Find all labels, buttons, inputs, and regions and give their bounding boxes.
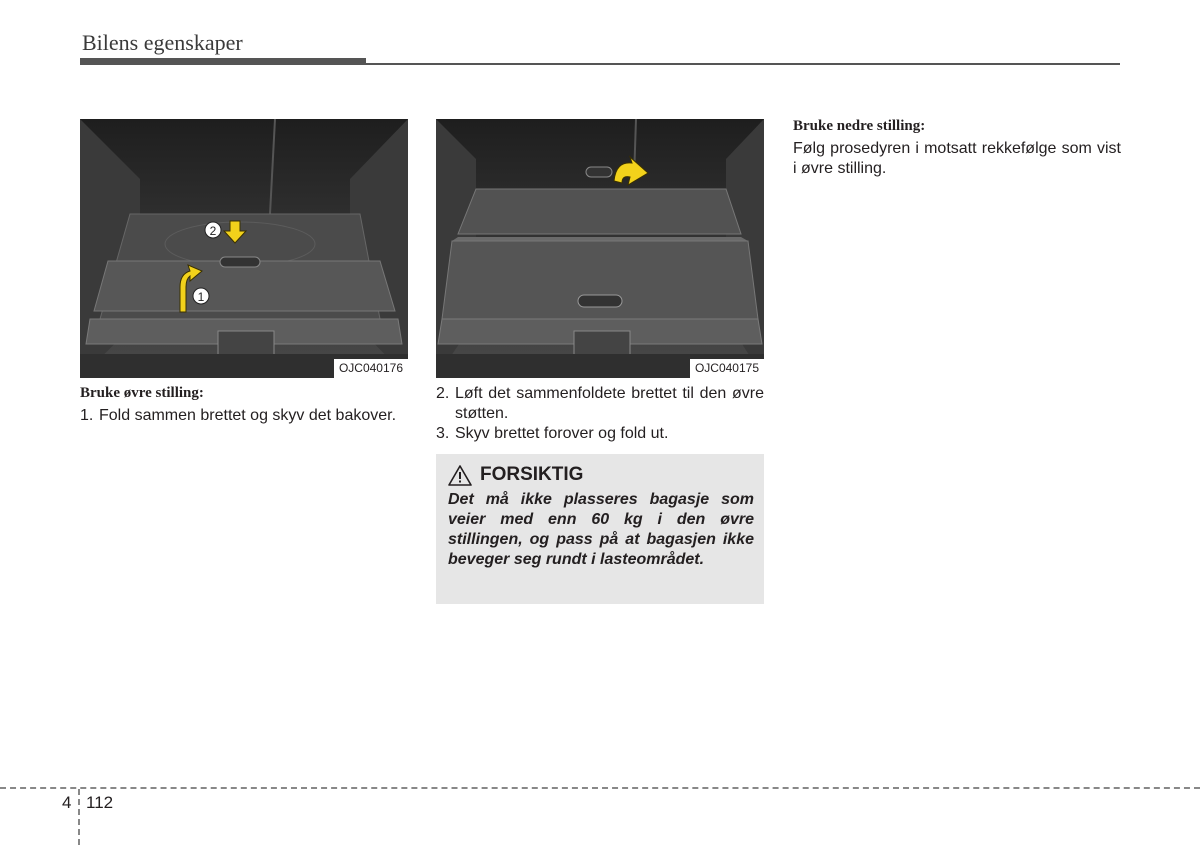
- cargo-area-illustration-1: [80, 119, 408, 378]
- column-3-text: [793, 118, 1121, 179]
- step-2: [436, 384, 764, 424]
- header-rule-thick: [80, 58, 366, 65]
- cargo-area-illustration-2: [436, 119, 764, 378]
- marker-2-label: 2: [209, 224, 217, 238]
- step-number: 1.: [80, 407, 94, 424]
- figure-cargo-board-fold: [80, 119, 408, 378]
- step-number: 3.: [436, 425, 450, 442]
- caution-box: [436, 454, 764, 604]
- caution-header: [448, 464, 754, 486]
- figure-cargo-board-lift: [436, 119, 764, 378]
- column-2-text: [436, 384, 764, 444]
- step-1: [80, 406, 408, 426]
- step-text: Skyv brettet forover og fold ut.: [455, 425, 669, 442]
- step-number: 2.: [436, 385, 450, 402]
- caution-title: FORSIKTIG: [480, 464, 584, 485]
- warning-triangle-icon: [448, 465, 472, 486]
- footer-vertical-dashed-rule: [78, 789, 80, 845]
- lower-position-heading: Bruke nedre stilling:: [793, 118, 926, 134]
- chapter-number: 4: [62, 793, 72, 812]
- figure-code: OJC040176: [334, 359, 408, 378]
- step-text: Løft det sammenfoldete brettet til den øvre støtten.: [455, 385, 764, 422]
- header-rule-thin: [366, 63, 1120, 65]
- upper-position-heading: Bruke øvre stilling:: [80, 385, 204, 401]
- caution-text: Det må ikke plasseres bagasje som veier med enn 60 kg i den øvre stillingen, og pass på at bagasjen ikke beveger seg rundt i lasteområdet.: [448, 491, 754, 568]
- footer-dashed-rule: [0, 787, 1200, 789]
- column-1-text: [80, 385, 408, 426]
- figure-code: OJC040175: [690, 359, 764, 378]
- page-number: 112: [86, 793, 114, 812]
- marker-1-label: 1: [197, 290, 205, 304]
- lower-position-text: Følg prosedyren i motsatt rekkefølge som vist i øvre stilling.: [793, 140, 1121, 177]
- step-text: Fold sammen brettet og skyv det bakover.: [99, 407, 397, 424]
- page-header-title: Bilens egenskaper: [82, 30, 243, 55]
- step-3: [436, 424, 764, 444]
